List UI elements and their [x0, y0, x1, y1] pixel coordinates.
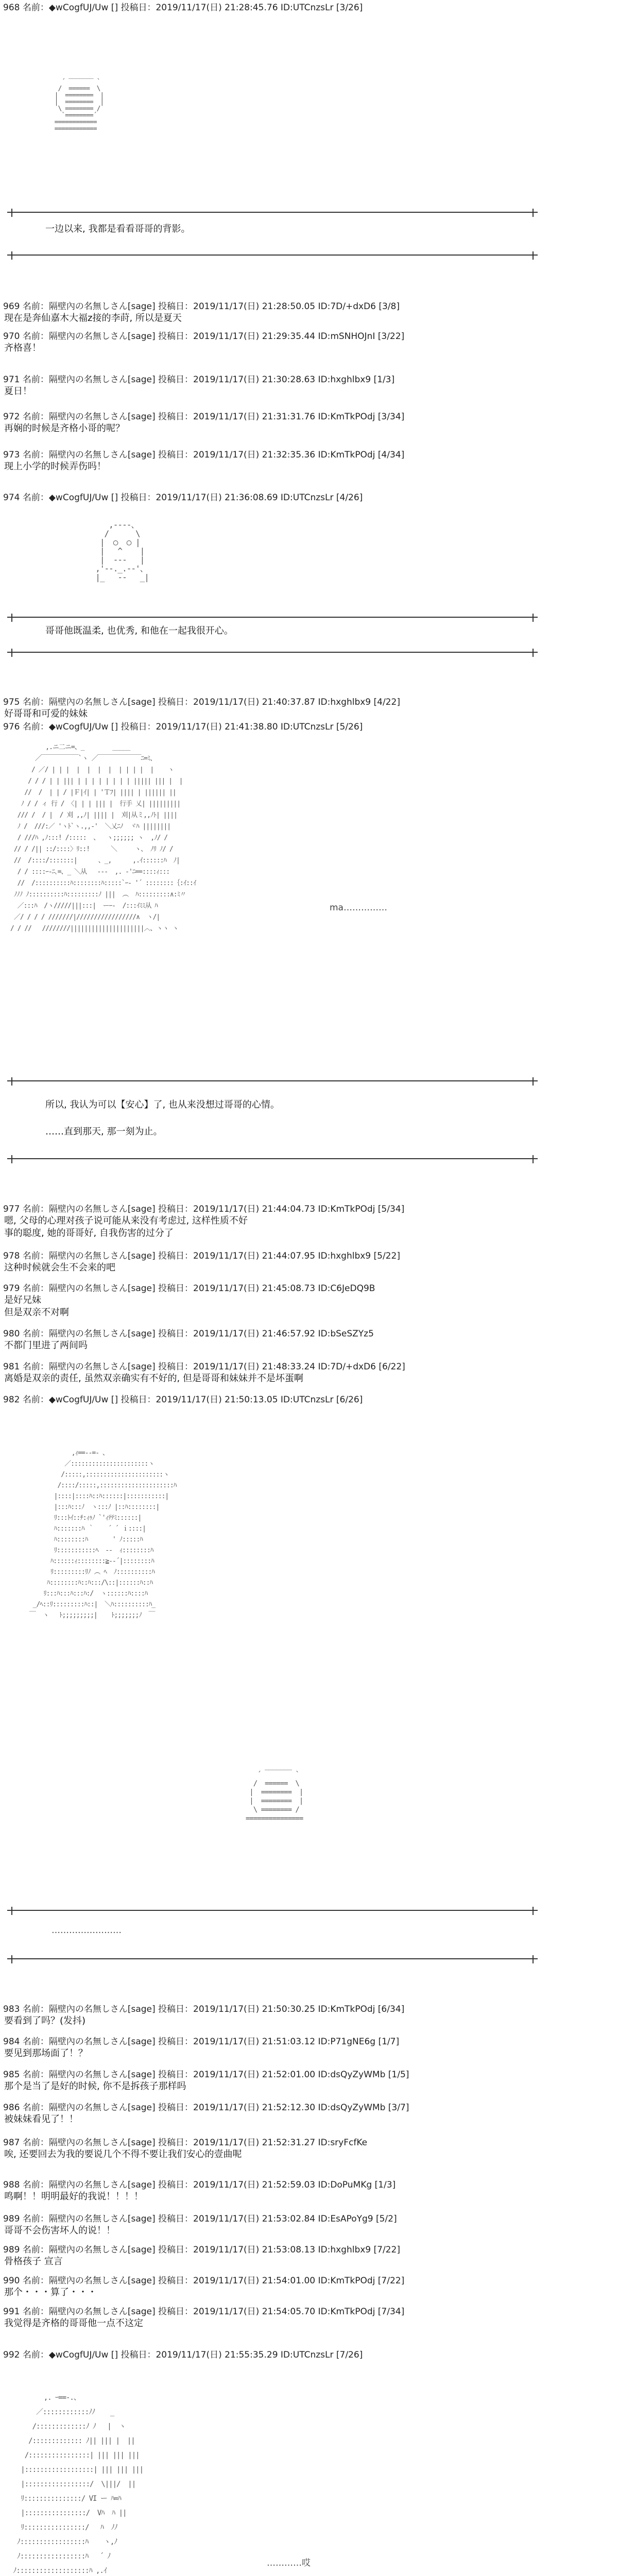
post-980 [3, 1328, 600, 1352]
post-979 [3, 1283, 600, 1319]
ascii-art-head-back: _______ ´ ` / ====== \ | ======== | | ======== | \ ======== / =============== [245, 1762, 303, 1823]
post-header: 983 名前：隔壁內の名無しさん[sage] 投稿日：2019/11/17(日) 21:50:30.25 ID:KmTkPOdj [6/34] [3, 2004, 405, 2014]
post-971 [3, 374, 600, 398]
divider-rule [7, 1958, 538, 1959]
post-header: 974 名前：◆wCogfUJ/Uw [] 投稿日：2019/11/17(日) 21:36:08.69 ID:UTCnzsLr [4/26] [3, 493, 363, 503]
post-body: 是好兄妹 [4, 1295, 41, 1306]
story-line: 一边以来, 我都是看看哥哥的背影。 [45, 224, 191, 234]
post-header: 986 名前：隔壁內の名無しさん[sage] 投稿日：2019/11/17(日) 21:52:12.30 ID:dsQyZyWMb [3/7] [3, 2103, 409, 2113]
post-header: 985 名前：隔壁內の名無しさん[sage] 投稿日：2019/11/17(日) 21:52:01.00 ID:dsQyZyWMb [1/5] [3, 2070, 409, 2080]
post-header: 977 名前：隔壁內の名無しさん[sage] 投稿日：2019/11/17(日) 21:44:04.73 ID:KmTkPOdj [5/34] [3, 1204, 405, 1214]
speech-text: …………哎 [267, 2558, 311, 2568]
ascii-art-girl-sad: ,ｨ==‐-=‐ 、 ／::::::::::::::::::::::ヽ /:::::,::::::::::::::::::::::ヽ /::::/:::::,:::::::::::::::::::::ﾊ |::::|::::ﾊ::ﾊ::::::|:::::::::::| |:::ﾊ:::ﾉ ヽ:::ﾉ |::ﾊ::::::::| ﾘ:::ﾄｲ::ﾁ:ｨｩﾉ `'ｨﾃﾃﾐ::::::| ﾊ:::::::ﾊ ｀ ´ ´ ｉ::::| ﾊ::::::::ﾊ ' ﾉ:::::ﾊ ﾘ:::::::::::ﾍ ‐‐ ｨ::::::::ﾊ ﾊ::::::ｨ::::::::≧-‐´|::::::::ﾊ ﾘ:::::::::ﾘﾉ ︵ ﾍ ﾉ::::::::::ﾊ ﾊ::::::::ﾊ::ﾊ:::/\::|::::::ﾊ::ﾊ ﾘ:::ﾊ:::ﾊ:::ﾊ:/ ヽ::::::ﾊ::::ﾊ _/ﾍ::ﾘ:::::::::ﾊ::| ＼ﾊ::::::::::ﾊ_ ￣ ヽ ﾄ;;;;;;;;;| ﾄ;;;;;;;ﾉ ￣ [29, 1449, 177, 1619]
post-body: 但是双亲不对啊 [4, 1307, 69, 1318]
post-body: 我觉得是齐格的哥哥他一点不这定 [4, 2318, 143, 2329]
post-header: 975 名前：隔壁內の名無しさん[sage] 投稿日：2019/11/17(日) 21:40:37.87 ID:hxghlbx9 [4/22] [3, 697, 400, 707]
divider-rule [7, 1080, 538, 1081]
divider-rule [7, 1910, 538, 1911]
post-header: 971 名前：隔壁內の名無しさん[sage] 投稿日：2019/11/17(日) 21:30:28.63 ID:hxghlbx9 [1/3] [3, 375, 395, 385]
post-header: 979 名前：隔壁內の名無しさん[sage] 投稿日：2019/11/17(日) 21:45:08.73 ID:C6JeDQ9B [3, 1283, 375, 1294]
post-header: 981 名前：隔壁內の名無しさん[sage] 投稿日：2019/11/17(日) 21:48:33.24 ID:7D/+dxD6 [6/22] [3, 1362, 405, 1372]
post-977 [3, 1204, 600, 1240]
post-988 [3, 2179, 600, 2203]
post-990 [3, 2275, 600, 2299]
post-header: 976 名前：◆wCogfUJ/Uw [] 投稿日：2019/11/17(日) 21:41:38.80 ID:UTCnzsLr [5/26] [3, 722, 363, 732]
post-header: 992 名前：◆wCogfUJ/Uw [] 投稿日：2019/11/17(日) 21:55:35.29 ID:UTCnzsLr [7/26] [3, 2350, 363, 2360]
post-body: 要看到了吗？(发抖) [4, 2015, 86, 2026]
post-body: 离婚是双亲的责任, 虽然双亲确实有不好的, 但是哥哥和妹妹并不是坏蛋啊 [4, 1373, 303, 1384]
speech-text: ma…………… [330, 903, 387, 913]
post-body: 好哥哥和可爱的妹妹 [4, 708, 88, 719]
post-header: 972 名前：隔壁內の名無しさん[sage] 投稿日：2019/11/17(日) 21:31:31.76 ID:KmTkPOdj [3/34] [3, 412, 405, 422]
post-header: 968 名前：◆wCogfUJ/Uw [] 投稿日：2019/11/17(日) 21:28:45.76 ID:UTCnzsLr [3/26] [3, 3, 363, 13]
post-header: 989 名前：隔壁內の名無しさん[sage] 投稿日：2019/11/17(日) 21:53:08.13 ID:hxghlbx9 [7/22] [3, 2245, 400, 2255]
post-body: 那个是当了是好的时候, 你不是拆孩子那样吗 [4, 2081, 186, 2092]
post-body: 不都门里进了两间吗 [4, 1340, 88, 1351]
post-974 [3, 492, 600, 503]
post-body: 这种时候就会生不会来的吧 [4, 1262, 115, 1273]
post-976 [3, 721, 600, 733]
post-991 [3, 2306, 600, 2330]
post-986 [3, 2102, 600, 2126]
post-header: 984 名前：隔壁內の名無しさん[sage] 投稿日：2019/11/17(日) 21:51:03.12 ID:P71gNE6g [1/7] [3, 2037, 400, 2047]
post-body: 那个・・・算了・・・ [4, 2287, 97, 2298]
ascii-art-head-back: _______ ´ ` / ====== \ | ======== | | ======== | \ ======== / `========´ ============ ============ [54, 72, 104, 133]
post-981 [3, 1361, 600, 1385]
post-header: 989 名前：隔壁內の名無しさん[sage] 投稿日：2019/11/17(日) 21:53:02.84 ID:EsAPoYg9 [5/2] [3, 2214, 397, 2224]
post-body: 夏日！ [4, 386, 32, 397]
post-985 [3, 2069, 600, 2093]
story-dots: …………………… [52, 1925, 122, 1936]
post-987 [3, 2137, 600, 2161]
post-989b [3, 2244, 600, 2268]
post-body: 齐格喜！ [4, 343, 41, 353]
post-984 [3, 2036, 600, 2060]
post-header: 982 名前：◆wCogfUJ/Uw [] 投稿日：2019/11/17(日) 21:50:13.05 ID:UTCnzsLr [6/26] [3, 1395, 363, 1405]
post-body: 鸣啊！！明明最好的我说！！！！ [4, 2191, 143, 2202]
post-body: 要见到那场面了！？ [4, 2048, 88, 2059]
post-body: 现在是奔仙嘉木大福z接的李莳, 所以是夏天 [4, 313, 182, 324]
post-header: 980 名前：隔壁內の名無しさん[sage] 投稿日：2019/11/17(日) 21:46:57.92 ID:bSeSZYz5 [3, 1329, 374, 1339]
post-body: 现上小学的时候弄伤吗！ [4, 461, 106, 472]
ascii-art-figure-turning: ,. ｰ==‐.、 ／::::::::::::ﾉﾉ _ /:::::::::::::ﾉ ﾉ | ヽ /::::::::::::: ﾉ|| ||| | || /::::::::::::::::| ||| ||| ||| |::::::::::::::::::| ||| ||| ||| |:::::::::::::::::/ \|||/ || ﾘ:::::::::::::::/ VI ー ﾊ=ﾊ |::::::::::::::::/ Vﾊ ﾊ || ﾘ::::::::::::::::/ ﾊ ﾉﾉ ﾉ:::::::::::::::::ﾊ ヽ,ﾉ ﾉ:::::::::::::::::ﾊ ´ ﾉ ﾉ:::::::::::::::::::ﾊ ,.ｲ [13, 2394, 144, 2575]
post-970 [3, 331, 600, 354]
post-header: 973 名前：隔壁內の名無しさん[sage] 投稿日：2019/11/17(日) 21:32:35.36 ID:KmTkPOdj [4/34] [3, 450, 405, 460]
post-body: 骨格孩子 宣言 [4, 2256, 63, 2267]
post-header: 988 名前：隔壁內の名無しさん[sage] 投稿日：2019/11/17(日) 21:52:59.03 ID:DoPuMKg [1/3] [3, 2180, 396, 2190]
divider-rule [7, 652, 538, 653]
divider-rule [7, 617, 538, 618]
post-989 [3, 2213, 600, 2237]
post-975 [3, 697, 600, 720]
post-983 [3, 2004, 600, 2027]
post-body: 唉, 还要回去为我的要说几个不得不要让我们安心的壹曲呢 [4, 2149, 242, 2160]
story-line: 所以, 我认为可以【安心】了, 也从来没想过哥哥的心情。 [45, 1099, 280, 1110]
post-982 [3, 1394, 600, 1405]
post-header: 970 名前：隔壁內の名無しさん[sage] 投稿日：2019/11/17(日) 21:29:35.44 ID:mSNHOJnI [3/22] [3, 331, 405, 342]
post-body: 事的聪度, 她的哥哥好, 自我伤害的过分了 [4, 1228, 174, 1239]
post-body: 嗯, 父母的心理对孩子说可能从来没有考虑过, 这样性质不好 [4, 1215, 248, 1226]
post-969 [3, 301, 600, 325]
post-body: 被妹妹看见了！！ [4, 2114, 78, 2125]
post-992 [3, 2349, 600, 2361]
post-968 [3, 2, 600, 13]
post-body: 哥哥不会伤害坏人的说！！ [4, 2225, 115, 2236]
divider-rule [7, 255, 538, 256]
divider-rule [7, 1158, 538, 1159]
post-978 [3, 1250, 600, 1274]
post-header: 990 名前：隔壁內の名無しさん[sage] 投稿日：2019/11/17(日) 21:54:01.00 ID:KmTkPOdj [7/22] [3, 2276, 405, 2286]
post-972 [3, 411, 600, 435]
ascii-art-smiling-face: ,-‐‐-、 / \ | ○ ○ | | ^ | | ‐‐‐ | ,'‐-._.-‐'、 |_ ‐‐ _| [95, 520, 149, 582]
post-header: 991 名前：隔壁內の名無しさん[sage] 投稿日：2019/11/17(日) 21:54:05.70 ID:KmTkPOdj [7/34] [3, 2307, 405, 2317]
post-body: 再娴的时候是齐格小哥的呢？ [4, 423, 125, 434]
post-header: 969 名前：隔壁內の名無しさん[sage] 投稿日：2019/11/17(日) 21:28:50.05 ID:7D/+dxD6 [3/8] [3, 301, 400, 312]
story-line: ……直到那天, 那一刻为止。 [45, 1126, 163, 1137]
post-973 [3, 449, 600, 473]
story-line: 哥哥他既温柔, 也优秀, 和他在一起我很开心。 [45, 625, 233, 636]
post-header: 987 名前：隔壁內の名無しさん[sage] 投稿日：2019/11/17(日) 21:52:31.27 ID:sryFcfKe [3, 2138, 368, 2148]
post-header: 978 名前：隔壁內の名無しさん[sage] 投稿日：2019/11/17(日) 21:44:07.95 ID:hxghlbx9 [5/22] [3, 1251, 400, 1261]
ascii-art-girl-smiling: ,.ニ二ニ=、_ _____ ／￣￣￣￣￣￣`ヽ ／￣￣￣￣￣￣￣ﾆ=ﾐ、 / ／/ | | | | | | | | | | | | ヽ / / / | | ||| | | | | | | | | ||||| ||| | | // / | | / |Ｆ|ｲ| | 'Ｔﾌ| |||| | |||||| || ﾉ / / ィ 行 / 〈| | | ||| | 行手 乂| ||||||||| /// / / | / 刈 ,,ﾉ| |||| | 刈|从ミ,,ﾉﾄ| |||| ﾉ / ///:／ 'ヽﾄ`ヽ.,,‐' ＼乂ﾆﾉ ヾﾊ |||||||| / ///ﾊ ,ﾉ:::! /::::: 、 ヽ;;;;;; ヽ ,ﾉ/ / // / /|| ::/::::〉ﾘ::! ＼ ヽ、 ﾉﾘ ﾉ/ / // /::::/:::::::| 、_, ,.ｲ::::::ﾊ ﾉ| / / ::::ｰ-ﾆ､=、_ ＼从 ‐‐‐ ,. ‐'ﾆ==::::ｨ::: // /::::::::::ﾊ::::::::ﾊ:::::`ｰ‐ '´ ::::::::｛:ｲ::ｲ ﾉﾉﾉ ﾉ::::::::::ﾊ:::::::::ﾉ ||| ︵ ﾊ:::::::::∧:ﾐ〃 ／:::ﾊ /ヽ/////|||:::| ーｰ‐ /:::ｲﾐﾐ从 ﾊ ／/ / / / ///////|/////////////////∧ ヽ/| / / // ////////|||||||||||||||||||||︿、ヽヽ ヽ [10, 743, 196, 933]
divider-rule [7, 212, 538, 213]
